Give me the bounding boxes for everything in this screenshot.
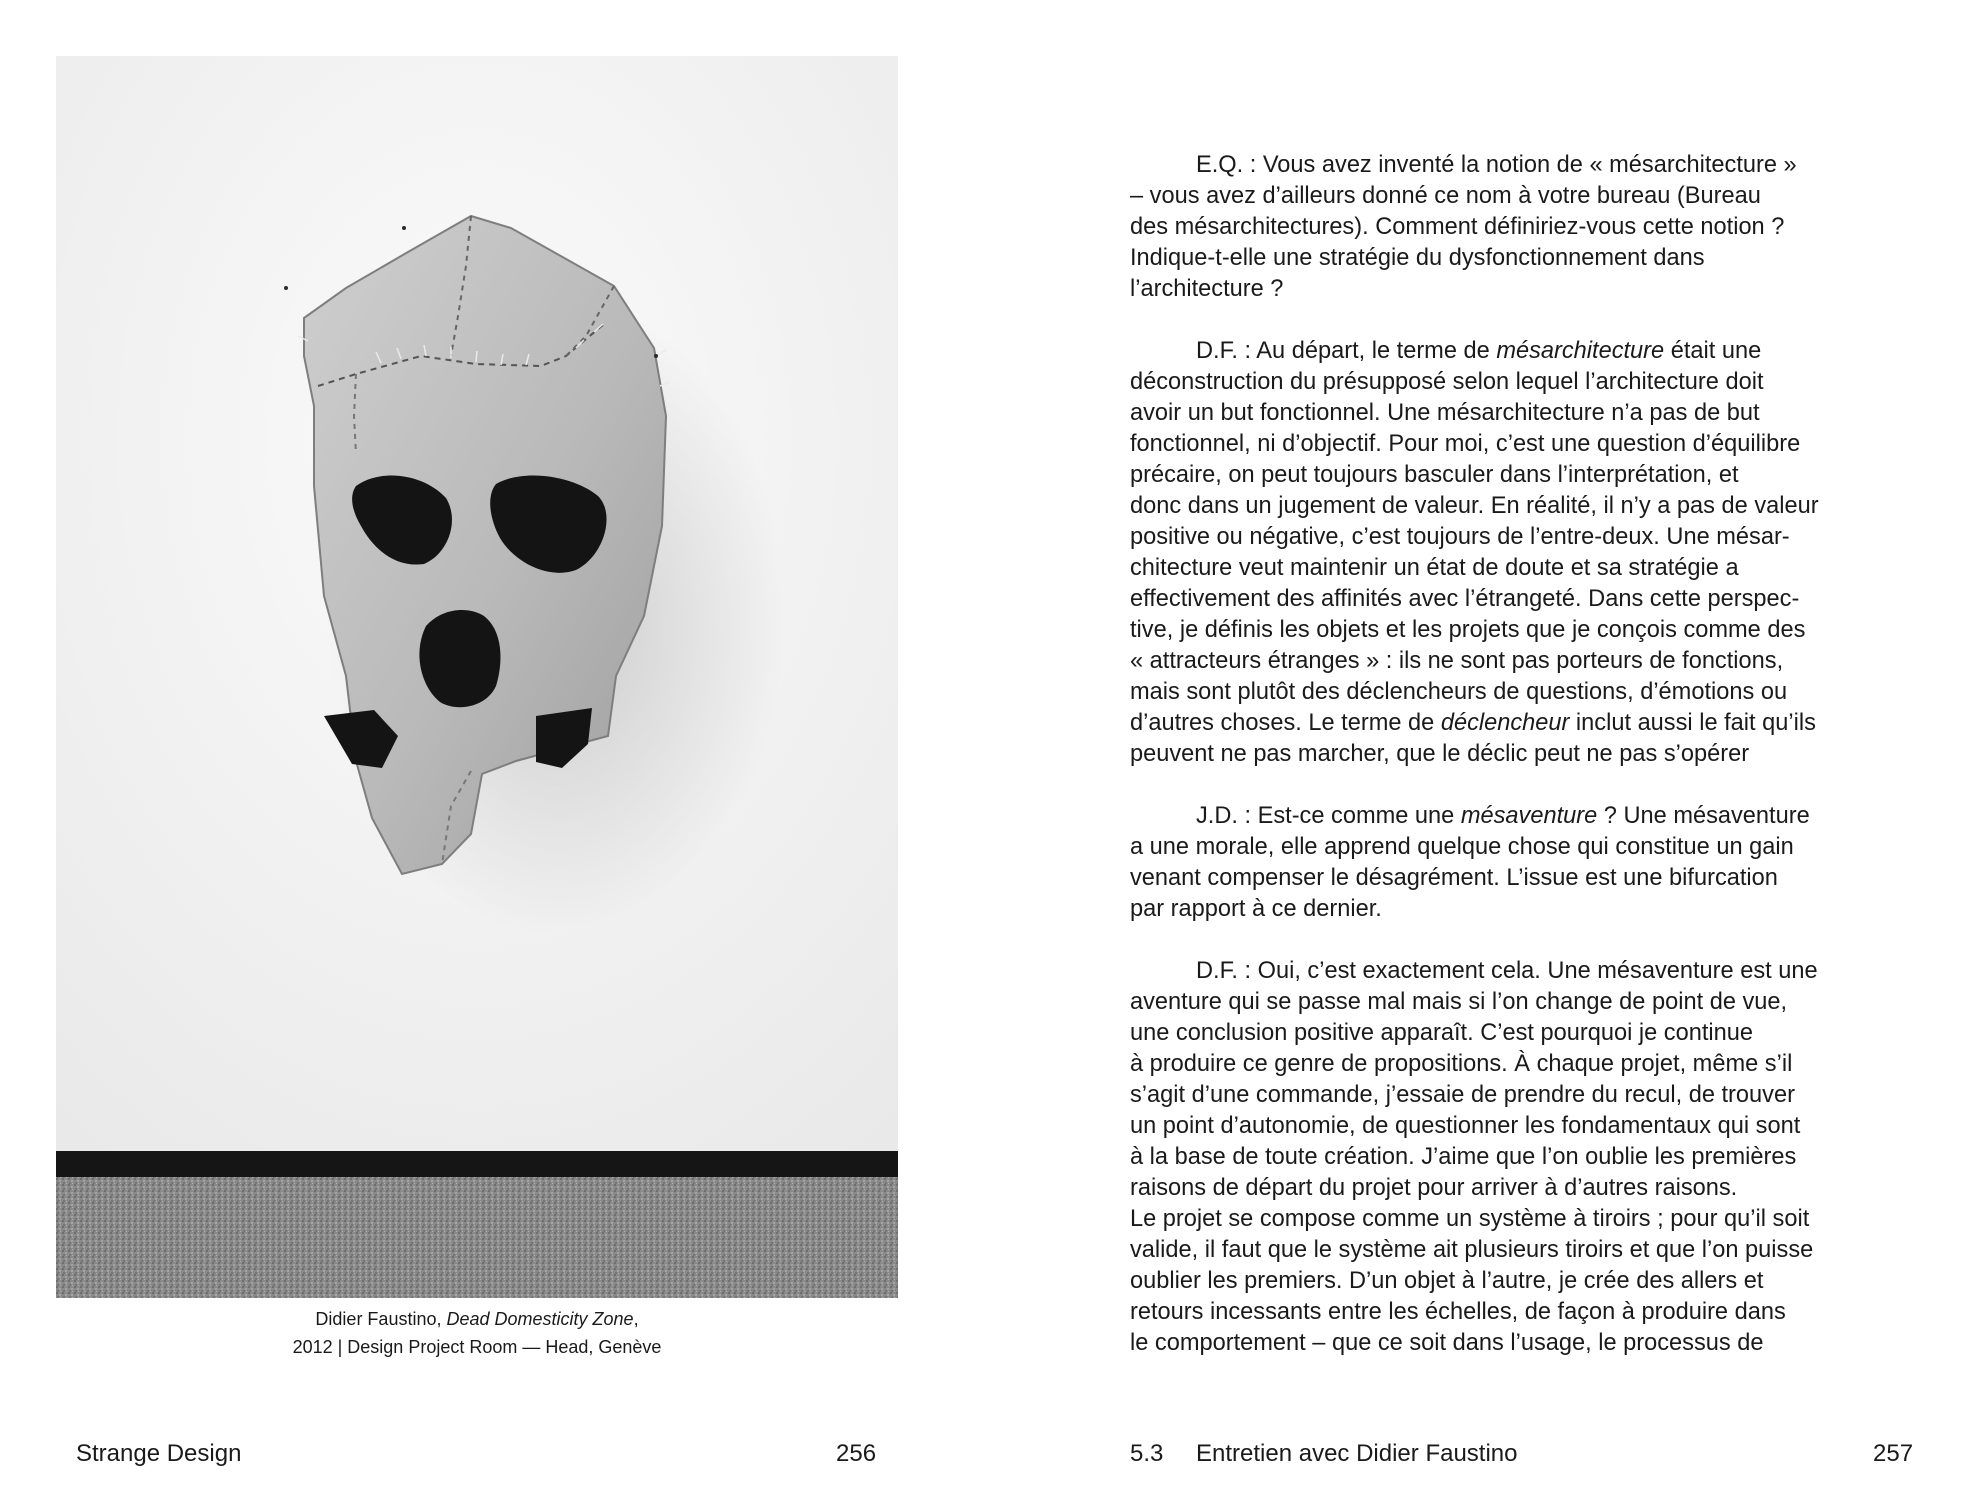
- text-line: fonctionnel, ni d’objectif. Pour moi, c’est une question d’équilibre: [1130, 431, 1801, 457]
- text-line: Indique-t-elle une stratégie du dysfonctionnement dans: [1130, 245, 1705, 271]
- baseboard: [56, 1151, 898, 1177]
- text-line: s’agit d’une commande, j’essaie de prendre du recul, de trouver: [1130, 1082, 1795, 1108]
- text-line: E.Q. : Vous avez inventé la notion de « mésarchitecture »: [1196, 152, 1797, 178]
- paragraph-df-answer-2-cont: [1130, 1204, 1930, 1359]
- text-line: aventure qui se passe mal mais si l’on change de point de vue,: [1130, 989, 1788, 1015]
- text-line: par rapport à ce dernier.: [1130, 896, 1382, 922]
- text-line: « attracteurs étranges » : ils ne sont pas porteurs de fonctions,: [1130, 648, 1784, 674]
- text-line: peuvent ne pas marcher, que le déclic peut ne pas s’opérer: [1130, 741, 1750, 767]
- text-line: chitecture veut maintenir un état de doute et sa stratégie a: [1130, 555, 1739, 581]
- text-line: Le projet se compose comme un système à tiroirs ; pour qu’il soit: [1130, 1206, 1810, 1232]
- text-line: une conclusion positive apparaît. C’est pourquoi je continue: [1130, 1020, 1754, 1046]
- paragraph-eq-question: [1130, 150, 1930, 305]
- text-run: était une: [1664, 338, 1762, 364]
- text-line: avoir un but fonctionnel. Une mésarchitecture n’a pas de but: [1130, 400, 1760, 426]
- text-run: J.D. : Est-ce comme une: [1196, 803, 1461, 829]
- text-line: effectivement des affinités avec l’étrangeté. Dans cette perspec-: [1130, 586, 1800, 612]
- text-run: ? Une mésaventure: [1597, 803, 1810, 829]
- nose-hole: [419, 610, 500, 707]
- text-run: inclut aussi le fait qu’ils: [1569, 710, 1816, 736]
- carpet-floor: [56, 1177, 898, 1298]
- text-line: positive ou négative, c’est toujours de l’entre-deux. Une mésar-: [1130, 524, 1790, 550]
- text-line: raisons de départ du projet pour arriver à d’autres raisons.: [1130, 1175, 1738, 1201]
- text-line: des mésarchitectures). Comment définiriez-vous cette notion ?: [1130, 214, 1785, 240]
- text-line: déconstruction du présupposé selon lequel l’architecture doit: [1130, 369, 1764, 395]
- text-line: l’architecture ?: [1130, 276, 1284, 302]
- text-line: [1130, 801, 1930, 832]
- running-footer-section-number: 5.3: [1130, 1440, 1164, 1467]
- paragraph-df-answer-2: [1130, 956, 1930, 1204]
- text-line: [1130, 708, 1930, 739]
- text-line: tive, je définis les objets et les projets que je conçois comme des: [1130, 617, 1806, 643]
- text-line: D.F. : Oui, c’est exactement cela. Une mésaventure est une: [1196, 958, 1818, 984]
- interview-text: [1130, 150, 1930, 1359]
- text-line: à la base de toute création. J’aime que l’on oublie les premières: [1130, 1144, 1797, 1170]
- caption-artwork-title: Dead Domesticity Zone: [446, 1309, 634, 1329]
- felt-skull-mask-image: [56, 56, 898, 1298]
- caption-punctuation: ,: [633, 1309, 639, 1329]
- text-line: donc dans un jugement de valeur. En réalité, il n’y a pas de valeur: [1130, 493, 1819, 519]
- photo-caption: [56, 1305, 898, 1361]
- text-line: a une morale, elle apprend quelque chose qui constitue un gain: [1130, 834, 1794, 860]
- caption-author: Didier Faustino,: [315, 1309, 447, 1329]
- italic-term: mésarchitecture: [1496, 338, 1665, 364]
- artwork-photo: [56, 56, 898, 1298]
- italic-term: déclencheur: [1440, 710, 1570, 736]
- text-line: [1130, 336, 1930, 367]
- text-line: valide, il faut que le système ait plusieurs tiroirs et que l’on puisse: [1130, 1237, 1814, 1263]
- caption-line-1: [56, 1305, 898, 1333]
- paragraph-df-answer-1: [1130, 336, 1930, 770]
- running-footer-book-title: Strange Design: [76, 1440, 242, 1467]
- running-footer-section-title: Entretien avec Didier Faustino: [1196, 1440, 1518, 1467]
- text-run: D.F. : Au départ, le terme de: [1196, 338, 1497, 364]
- text-line: venant compenser le désagrément. L’issue est une bifurcation: [1130, 865, 1778, 891]
- text-line: oublier les premiers. D’un objet à l’autre, je crée des allers et: [1130, 1268, 1764, 1294]
- paragraph-jd-question: [1130, 801, 1930, 925]
- text-line: mais sont plutôt des déclencheurs de questions, d’émotions ou: [1130, 679, 1788, 705]
- text-line: un point d’autonomie, de questionner les fondamentaux qui sont: [1130, 1113, 1801, 1139]
- text-run: d’autres choses. Le terme de: [1130, 710, 1441, 736]
- caption-line-2: 2012 | Design Project Room — Head, Genève: [292, 1337, 662, 1357]
- text-line: à produire ce genre de propositions. À chaque projet, même s’il: [1130, 1051, 1793, 1077]
- text-line: – vous avez d’ailleurs donné ce nom à votre bureau (Bureau: [1130, 183, 1761, 209]
- page-number-right: 257: [1873, 1440, 1914, 1467]
- italic-term: mésaventure: [1460, 803, 1598, 829]
- text-line: retours incessants entre les échelles, de façon à produire dans: [1130, 1299, 1786, 1325]
- text-line: précaire, on peut toujours basculer dans l’interprétation, et: [1130, 462, 1739, 488]
- page-number-left: 256: [836, 1440, 877, 1467]
- text-line: le comportement – que ce soit dans l’usage, le processus de: [1130, 1330, 1764, 1356]
